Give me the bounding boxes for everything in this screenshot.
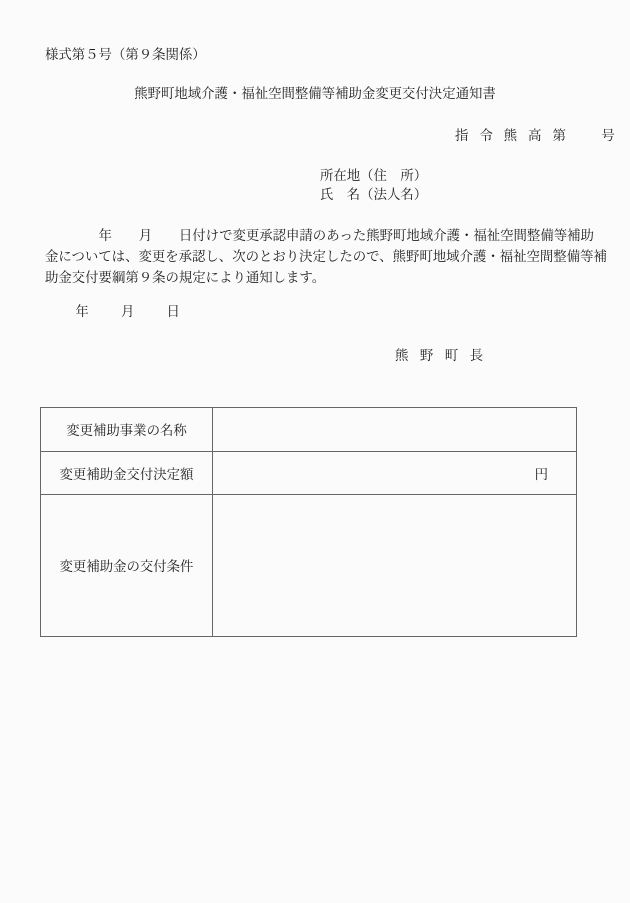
addressee-address-label: 所在地（住 所） — [320, 169, 428, 184]
project-name-field — [213, 408, 577, 452]
addressee-block — [320, 167, 427, 205]
body-paragraph-line-3: 助金交付要綱第９条の規定により通知します。 — [45, 271, 326, 286]
grant-conditions-row-label: 変更補助金の交付条件 — [41, 495, 213, 637]
details-table-body — [41, 408, 577, 637]
project-name-row-label: 変更補助事業の名称 — [41, 408, 213, 452]
issue-date-line: 年 月 日 — [45, 305, 182, 320]
document-title: 熊野町地域介護・福祉空間整備等補助金変更交付決定通知書 — [134, 87, 496, 102]
directive-number-line: 指令熊高第 号 — [455, 129, 626, 144]
table-row-project-name — [41, 408, 577, 452]
signer-title: 熊野町長 — [395, 349, 495, 364]
form-number: 様式第５号（第９条関係） — [45, 48, 206, 63]
grant-amount-row-label: 変更補助金交付決定額 — [41, 452, 213, 495]
grant-conditions-field — [213, 495, 577, 637]
body-paragraph-line-2: 金については、変更を承認し、次のとおり決定したので、熊野町地域介護・福祉空間整備等補 — [45, 250, 607, 265]
body-paragraph-line-1: 年 月 日付けで変更承認申請のあった熊野町地域介護・福祉空間整備等補助 — [45, 229, 594, 244]
table-row-grant-amount — [41, 452, 577, 495]
grant-amount-field: 円 — [213, 452, 577, 495]
table-row-grant-conditions — [41, 495, 577, 637]
addressee-name-label: 氏 名（法人名） — [320, 188, 428, 203]
details-table — [40, 407, 577, 637]
body-paragraph — [45, 226, 607, 289]
